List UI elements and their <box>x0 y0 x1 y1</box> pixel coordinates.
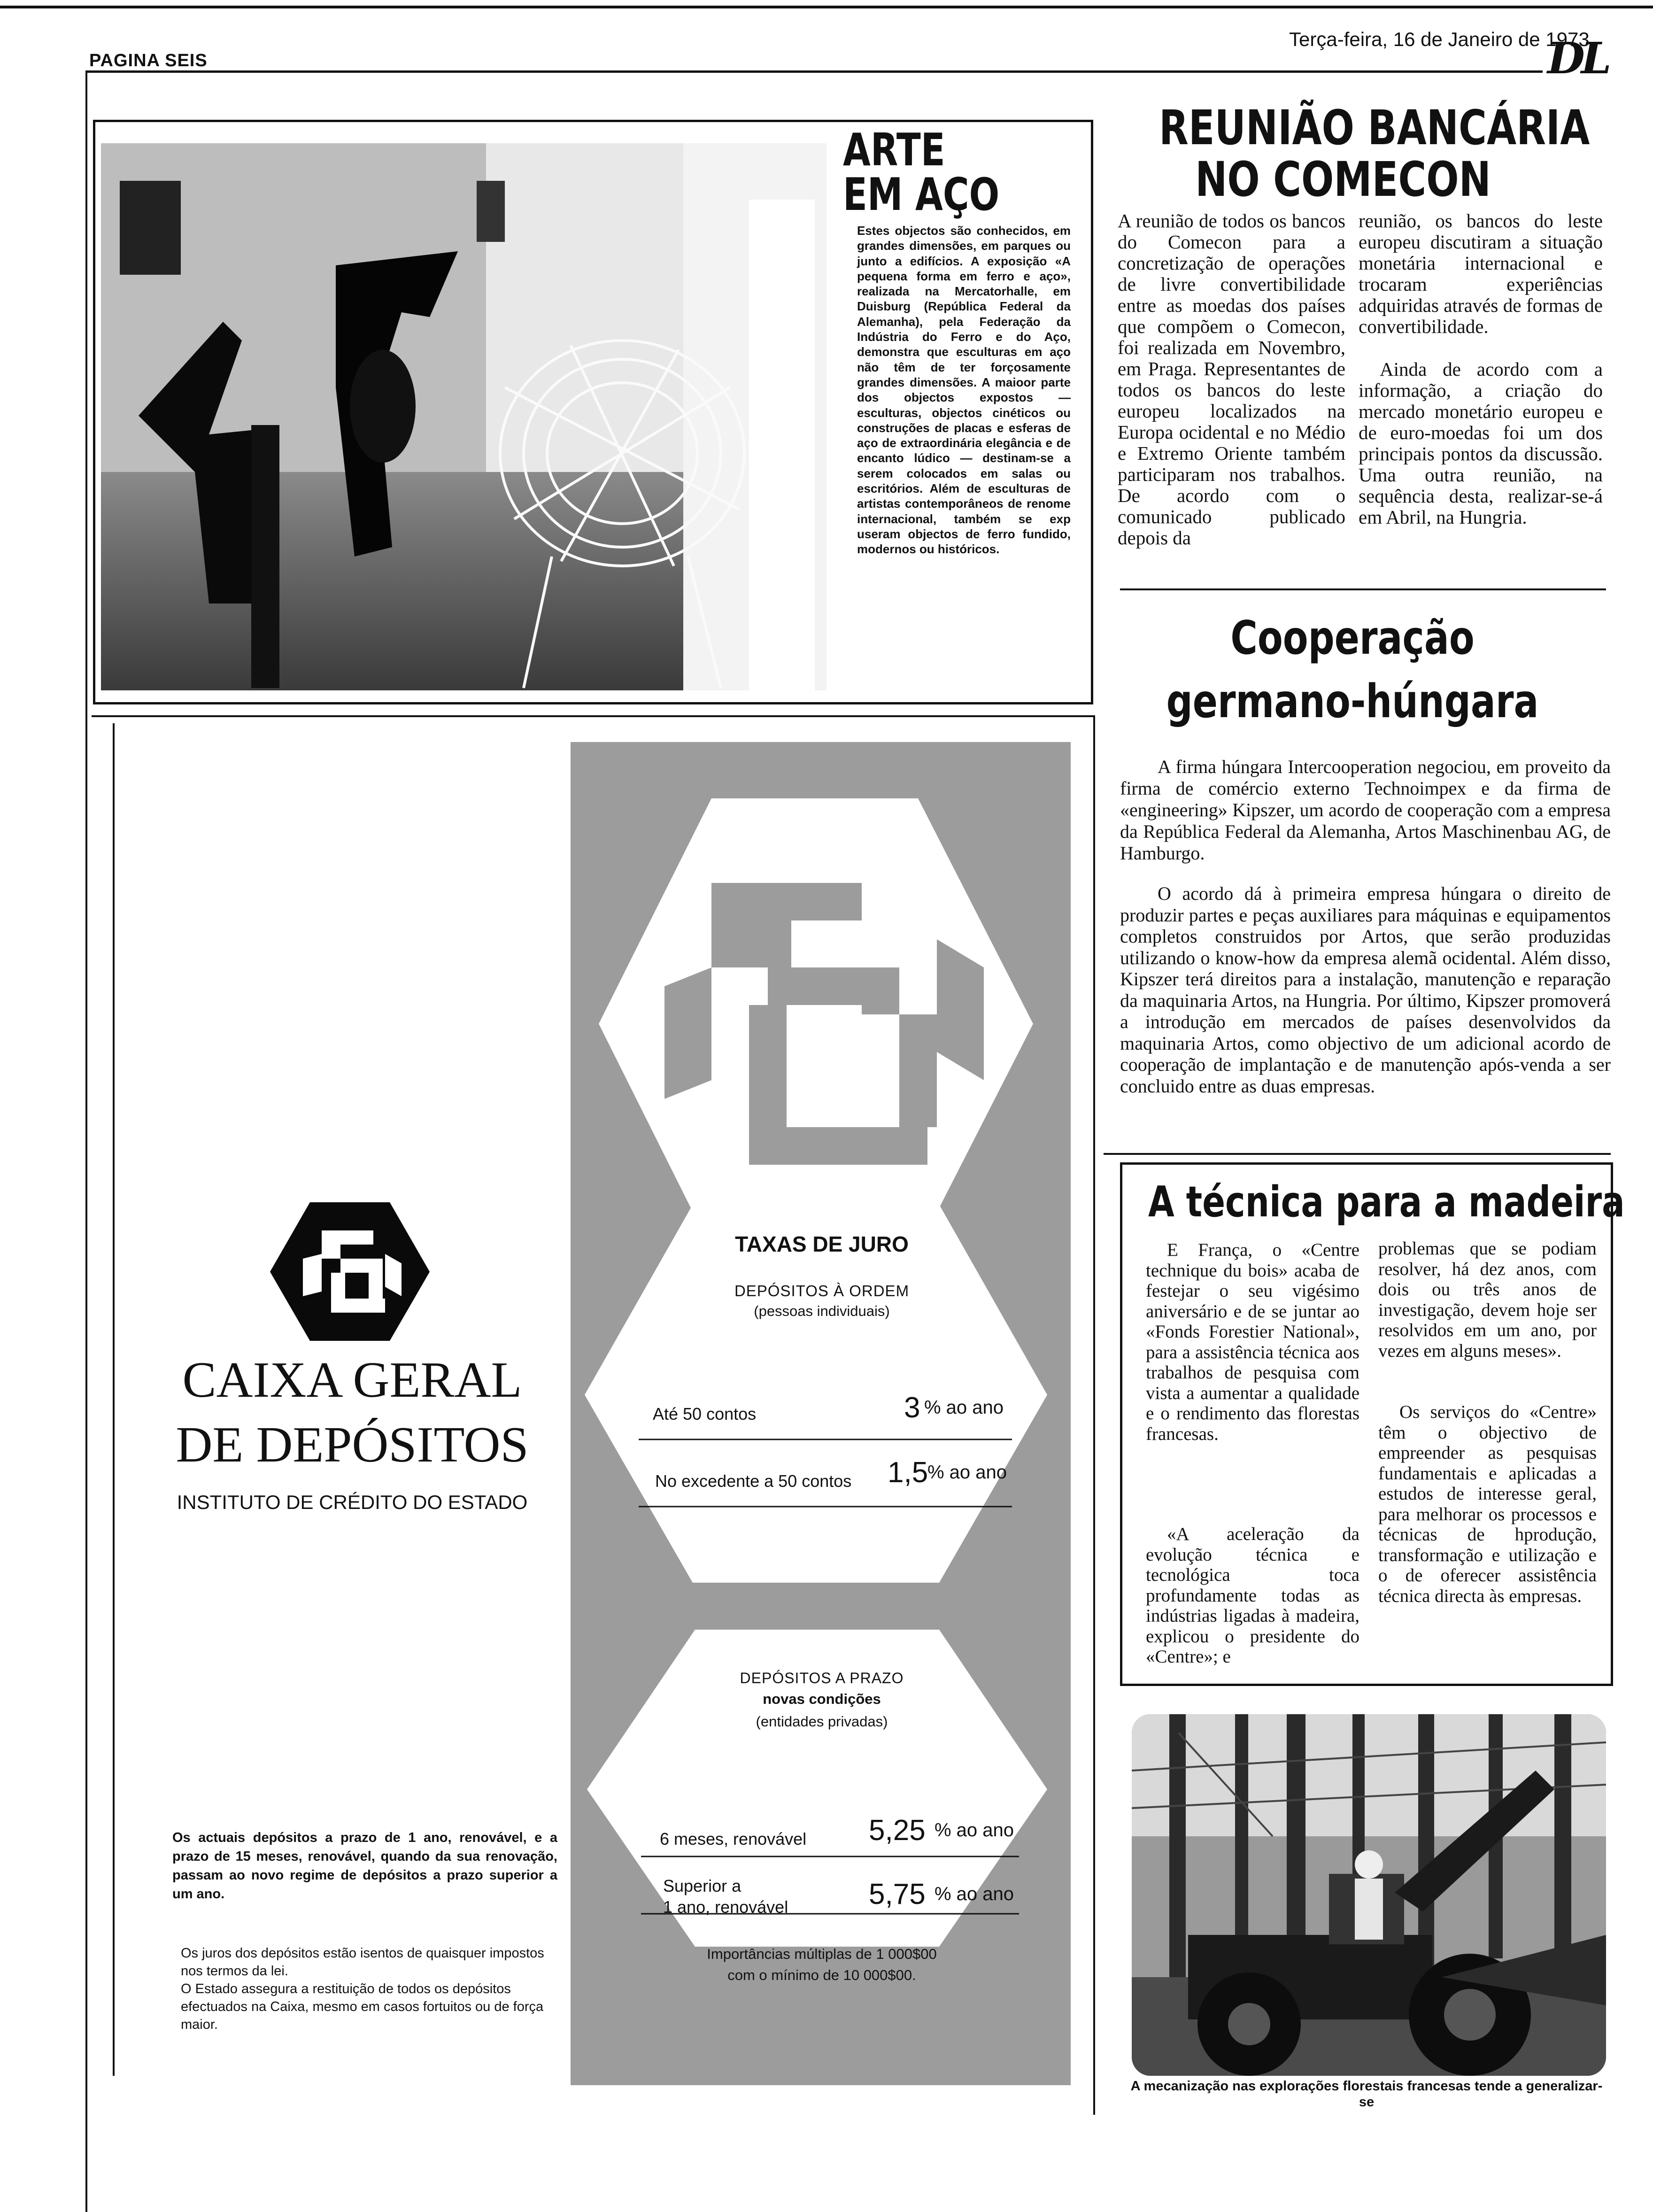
prazo-sub1: novas condições <box>763 1691 881 1707</box>
sculpture-photo <box>101 143 826 690</box>
ad-note1: Os actuais depósitos a prazo de 1 ano, renovável, e a prazo de 15 meses, renovável, quando da sua renovação, passam ao novo regime de depósitos a prazo superior a um ano. <box>172 1830 557 1902</box>
bank-name-line1: CAIXA GERAL <box>182 1352 522 1408</box>
left-edge-rule <box>85 70 87 2212</box>
reuniao-col1: A reunião de todos os bancos do Comecon para a concretização de operações de livre convertibilidade entre as moedas dos países que compõem o Comecon, foi realizada em Novembro, em Praga. Representantes de todos os bancos do leste europeu localizados na Europa ocidental e no Médio e Extremo Oriente também participaram nos trabalhos. De acordo com o comunicado publicado depois da <box>1118 210 1345 549</box>
row4-unit: % ao ano <box>935 1884 1014 1904</box>
row4-label2: 1 ano, renovável <box>663 1897 788 1917</box>
ad-right-rule <box>1093 715 1095 2115</box>
row2-rate: 1,5 <box>888 1456 928 1489</box>
row1-label: Até 50 contos <box>653 1404 757 1423</box>
arte-title-line1: ARTE <box>843 124 945 176</box>
prazo-footer2: com o mínimo de 10 000$00. <box>727 1967 916 1983</box>
arte-body: Estes objectos são conhecidos, em grandes dimensões, em parques ou junto a edifícios. A exposição «A pequena forma em ferro e aço», realizada na Mercatorhalle, em Duisburg (República Federal da Alemanha), pela Federação da Indústria do Ferro e do Aço, demonstra que esculturas em aço não têm de ter forçosamente grandes dimensões. A maioor parte dos objectos expostos — esculturas, objectos cinéticos ou construções de placas e esferas de aço de extraordinária elegância e de encanto lúdico — destinam-se a serem colocados em salas ou escritórios. Além de esculturas de artistas contemporâneos de renome internacional, também se exp useram objectos de ferro fundido, modernos ou históricos. <box>857 224 1071 557</box>
issue-date: Terça-feira, 16 de Janeiro de 1973 <box>1289 28 1590 50</box>
forestry-photo <box>1132 1714 1606 2076</box>
madeira-col2b: Os serviços do «Centre» têm o objectivo de empreender as pesquisas fundamentais e aplicadas a estudos de interesse geral, para melhorar os processos e técnicas de hprodução, transformação e utilização e o de oferecer assistência técnica directa às empresas. <box>1378 1402 1597 1606</box>
madeira-title: A técnica para a madeira <box>1148 1177 1625 1227</box>
prazo-footer1: Importâncias múltiplas de 1 000$00 <box>707 1946 937 1962</box>
row2-label: No excedente a 50 contos <box>655 1471 852 1491</box>
reuniao-title-line1: REUNIÃO BANCÁRIA <box>1159 100 1590 156</box>
taxas-title: TAXAS DE JURO <box>735 1232 909 1256</box>
ordem-rates-hexagon <box>585 1205 1047 1583</box>
reuniao-bottom-rule <box>1120 588 1606 590</box>
reuniao-col2b: Ainda de acordo com a informação, a criação do mercado monetário europeu e de euro-moedas foi um dos principais pontos da discussão. Uma outra reunião, na sequência desta, realizar-se-á em Abril, na Hungria. <box>1359 358 1603 528</box>
ad-top-rule <box>92 715 1094 717</box>
forestry-caption: A mecanização nas explorações florestais francesas tende a generalizar-se <box>1130 2079 1603 2110</box>
top-border <box>0 6 1653 8</box>
madeira-col2a: problemas que se podiam resolver, há dez anos, com dois ou três anos de investigação, devem hoje ser resolvidos em um ano, por vezes em alguns meses». <box>1378 1238 1597 1361</box>
ad-left-rule <box>113 723 115 2076</box>
cooperacao-title-line1: Cooperação <box>1230 611 1475 665</box>
cgd-small-logo-icon <box>270 1202 430 1341</box>
forestry-photo-image <box>1132 1714 1606 2076</box>
row3-unit: % ao ano <box>935 1820 1014 1841</box>
ordem-sub: (pessoas individuais) <box>754 1303 890 1319</box>
madeira-col1a: E França, o «Centre technique du bois» acaba de festejar o seu vigésimo aniversário e de se juntar ao «Fonds Forestier National», para a assistência técnica aos trabalhos de pesquisa com vista a aumentar a qualidade e o rendimento das florestas francesas. <box>1146 1240 1359 1444</box>
header-rule <box>87 70 1543 73</box>
cooperacao-bottom-rule <box>1104 1153 1611 1155</box>
row4-label1: Superior a <box>663 1876 742 1895</box>
cooperacao-p2: O acordo dá à primeira empresa húngara o direito de produzir partes e peças auxiliares para máquinas e equipamentos completos construidos por Artos, que serão produzidas utilizando o know-how da empresa alemã ocidental. Além disso, Kipszer terá direitos para a instalação, manutenção e reparação da maquinaria Artos, na Hungria. Por último, Kipszer promoverá a introdução em mercados de países desenvolvidos da maquinaria Artos, como objectivo de um adicional acordo de cooperação de implantação e de manutenção após-venda a ser concluido entre as duas empresas. <box>1120 883 1611 1097</box>
page-label: PAGINA SEIS <box>89 51 208 70</box>
row3-label: 6 meses, renovável <box>660 1829 807 1848</box>
bank-name-line2: DE DEPÓSITOS <box>176 1417 529 1473</box>
arte-title-line2: EM AÇO <box>843 169 1000 221</box>
bank-subtitle: INSTITUTO DE CRÉDITO DO ESTADO <box>177 1491 528 1513</box>
row1-unit: % ao ano <box>924 1397 1004 1418</box>
ordem-title: DEPÓSITOS À ORDEM <box>734 1282 910 1299</box>
reuniao-col2a: reunião, os bancos do leste europeu discutiram a situação monetária internacional e trocaram experiências adquiridas através de formas de convertibilidade. <box>1359 210 1603 337</box>
cooperacao-p1: A firma húngara Intercooperation negociou, em proveito da firma de comércio externo Technoimpex e da firma de «engineering» Kipszer, um acordo de cooperação com a empresa da República Federal da Alemanha, Artos Maschinenbau AG, de Hamburgo. <box>1120 756 1611 864</box>
row1-rate: 3 <box>904 1392 920 1424</box>
prazo-title: DEPÓSITOS A PRAZO <box>740 1670 904 1686</box>
row4-rate: 5,75 <box>869 1878 926 1910</box>
sculpture-photo-image <box>101 143 826 690</box>
prazo-sub2: (entidades privadas) <box>756 1713 888 1730</box>
row3-rate: 5,25 <box>869 1814 926 1847</box>
reuniao-title-line2: NO COMECON <box>1195 152 1491 208</box>
newspaper-logo: DL <box>1547 33 1608 84</box>
row2-unit: % ao ano <box>927 1462 1007 1483</box>
ad-note2: Os juros dos depósitos estão isentos de quaisquer impostos nos termos da lei. O Estado assegura a restituição de todos os depósitos efectuados na Caixa, mesmo em casos fortuitos ou de força maior. <box>181 1946 544 2032</box>
cooperacao-title-line2: germano-húngara <box>1166 675 1539 728</box>
madeira-col1b: «A aceleração da evolução técnica e tecnológica toca profundamente todas as indústrias ligadas à madeira, explicou o presidente do «Centre»; e <box>1146 1524 1359 1667</box>
